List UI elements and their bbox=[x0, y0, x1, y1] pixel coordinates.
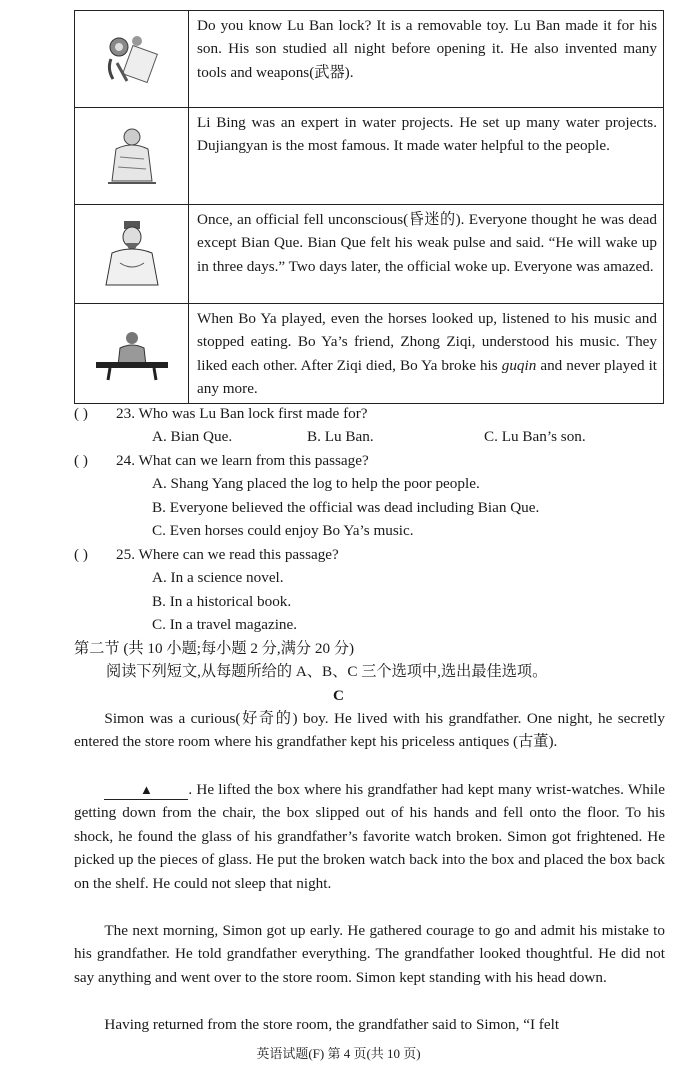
question-24: ( ) 24. What can we learn from this passage? bbox=[74, 449, 369, 472]
table-row bbox=[75, 11, 664, 108]
option-c: C. Lu Ban’s son. bbox=[484, 428, 586, 445]
picture-cell bbox=[75, 108, 189, 205]
picture-cell bbox=[75, 11, 189, 108]
option-b: B. Everyone believed the official was dead including Bian Que. bbox=[152, 499, 540, 516]
lu-ban-lock-icon bbox=[97, 29, 167, 89]
question-25: ( ) 25. Where can we read this passage? bbox=[74, 543, 339, 566]
table-text: When Bo Ya played, even the horses looked up, listened to his music and stopped eating. Bo Ya’s friend, Zhong Ziqi, understood his music. They liked each other. After Ziqi died, Bo Ya broke his guqin and never played it any more. bbox=[189, 304, 664, 404]
answer-bracket[interactable]: ( ) bbox=[74, 546, 88, 563]
option-b: B. Lu Ban. bbox=[307, 428, 374, 445]
question-23: ( ) 23. Who was Lu Ban lock first made for? bbox=[74, 402, 368, 425]
picture-cell bbox=[75, 205, 189, 304]
passage-paragraph: ▲ . He lifted the box where his grandfather had kept many wrist-watches. While getting down from the chair, the box slipped out of his hands and fell onto the floor. To his shock, he found the glass of his grandfather’s favorite watch broken. Simon got frightened. He picked up the pieces of glass. He put the broken watch back into the box and placed the box back on the shelf. He could not sleep that night. bbox=[74, 781, 665, 892]
table-text: Once, an official fell unconscious(昏迷的). Everyone thought he was dead except Bian Que. Bian Que felt his weak pulse and said. “He will wake up in three days.” Two days later, the official woke up. Everyone was amazed. bbox=[189, 205, 664, 304]
passage-paragraph: The next morning, Simon got up early. He gathered courage to go and admit his mistake to his grandfather. He told grandfather everything. The grandfather looked thoughtful. He did not say anything and went over to the store room. Simon kept standing with his head down. bbox=[74, 922, 665, 986]
info-table bbox=[74, 10, 664, 404]
table-text: Li Bing was an expert in water projects. He set up many water projects. Dujiangyan is the most famous. It made water helpful to the people. bbox=[189, 108, 664, 205]
option-c: C. In a travel magazine. bbox=[152, 616, 298, 633]
bian-que-portrait-icon bbox=[100, 219, 164, 289]
picture-cell bbox=[75, 304, 189, 404]
section-heading: 第二节 (共 10 小题;每小题 2 分,满分 20 分) bbox=[74, 640, 355, 657]
table-text: Do you know Lu Ban lock? It is a removable toy. Lu Ban made it for his son. His son studied all night before opening it. He also invented many tools and weapons(武器). bbox=[189, 11, 664, 108]
table-row bbox=[75, 304, 664, 404]
answer-bracket[interactable]: ( ) bbox=[74, 452, 88, 469]
option-a: A. Bian Que. bbox=[152, 428, 233, 445]
section-instruction: 阅读下列短文,从每题所给的 A、B、C 三个选项中,选出最佳选项。 bbox=[106, 663, 548, 680]
answer-bracket[interactable]: ( ) bbox=[74, 405, 88, 422]
passage-paragraph: Having returned from the store room, the grandfather said to Simon, “I felt bbox=[104, 1016, 560, 1033]
page-footer: 英语试题(F) 第 4 页(共 10 页) bbox=[256, 1046, 421, 1061]
table-row bbox=[75, 205, 664, 304]
option-c: C. Even horses could enjoy Bo Ya’s music. bbox=[152, 522, 414, 539]
option-b: B. In a historical book. bbox=[152, 593, 292, 610]
li-bing-portrait-icon bbox=[102, 123, 162, 189]
bo-ya-guqin-icon bbox=[92, 326, 172, 382]
option-a: A. In a science novel. bbox=[152, 569, 284, 586]
option-a: A. Shang Yang placed the log to help the poor people. bbox=[152, 475, 480, 492]
passage-letter: C bbox=[333, 687, 344, 704]
answer-blank[interactable]: ▲ bbox=[104, 781, 188, 800]
table-row bbox=[75, 108, 664, 205]
passage-paragraph: Simon was a curious(好奇的) boy. He lived with his grandfather. One night, he secretly entered the store room where his grandfather kept his priceless antiques (古董). bbox=[74, 710, 665, 751]
